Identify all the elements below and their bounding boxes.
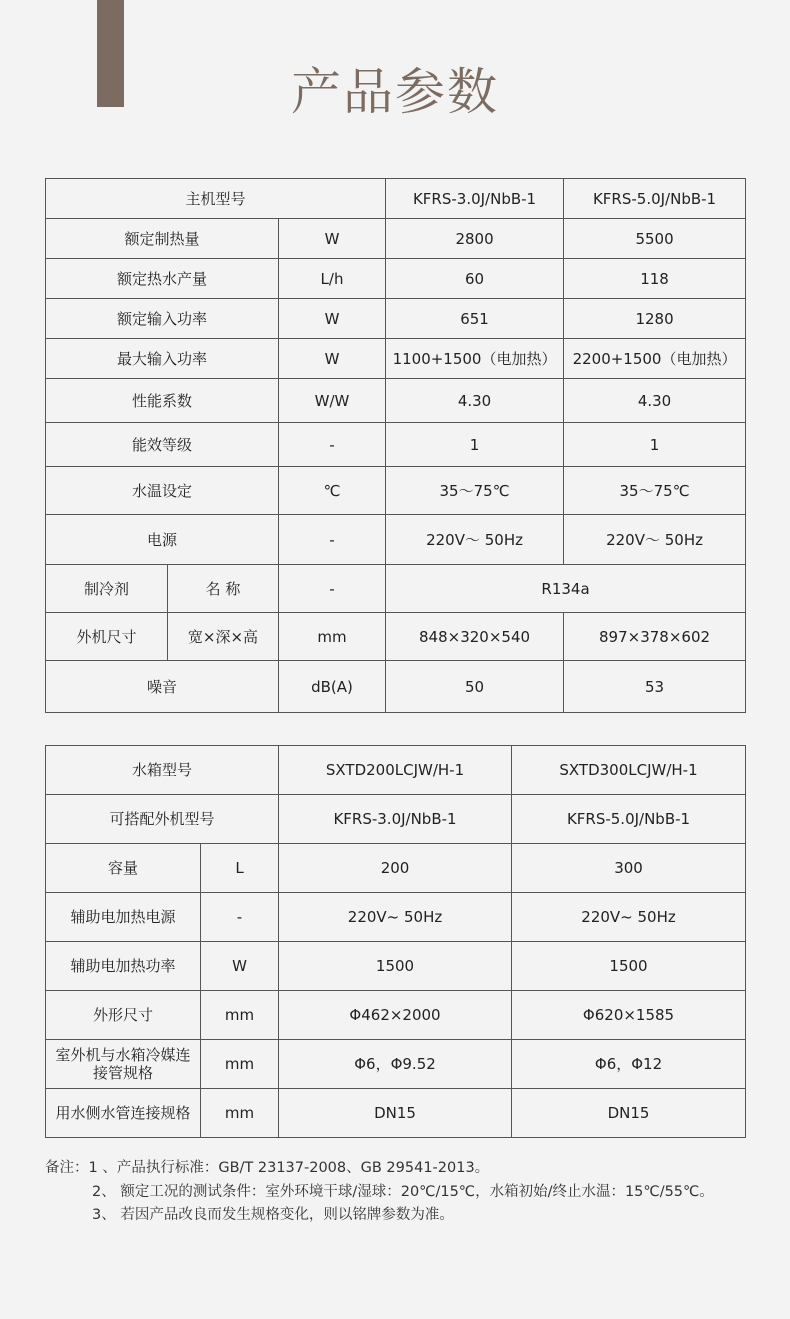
table-row (46, 219, 746, 259)
table-cell: 水温设定 (46, 467, 279, 515)
table-cell: KFRS-3.0J/NbB-1 (386, 179, 564, 219)
table-cell: 可搭配外机型号 (46, 795, 279, 844)
table-cell: 300 (512, 844, 746, 893)
table-row (46, 515, 746, 565)
table-cell: mm (201, 1040, 279, 1089)
table-cell: 噪音 (46, 661, 279, 713)
table-row (46, 991, 746, 1040)
table-cell: DN15 (512, 1089, 746, 1138)
table-row (46, 1089, 746, 1138)
table-cell: 辅助电加热功率 (46, 942, 201, 991)
tank-spec-table (45, 745, 746, 1138)
table-cell: 1280 (564, 299, 746, 339)
note-2: 2、 额定工况的测试条件：室外环境干球/湿球：20℃/15℃，水箱初始/终止水温：15℃/55℃。 (92, 1183, 714, 1200)
table-cell: 制冷剂 (46, 565, 168, 613)
table-cell: 额定制热量 (46, 219, 279, 259)
table-cell: 35～75℃ (564, 467, 746, 515)
table-cell: 宽×深×高 (168, 613, 279, 661)
table-cell: KFRS-3.0J/NbB-1 (279, 795, 512, 844)
table-cell: R134a (386, 565, 746, 613)
table-cell: 辅助电加热电源 (46, 893, 201, 942)
table-cell: 848×320×540 (386, 613, 564, 661)
table-cell: 性能系数 (46, 379, 279, 423)
table-cell: 名 称 (168, 565, 279, 613)
table-cell: W (201, 942, 279, 991)
table-cell: 用水侧水管连接规格 (46, 1089, 201, 1138)
note-1: 备注：1 、产品执行标准：GB/T 23137-2008、GB 29541-2013。 (45, 1160, 490, 1176)
table-cell: 水箱型号 (46, 746, 279, 795)
table-row (46, 379, 746, 423)
table-row (46, 565, 746, 613)
table-cell: 2200+1500（电加热） (564, 339, 746, 379)
table-cell: W (279, 219, 386, 259)
table-row (46, 613, 746, 661)
table-cell: 1 (564, 423, 746, 467)
table-cell: - (279, 565, 386, 613)
table-cell: KFRS-5.0J/NbB-1 (512, 795, 746, 844)
table-cell: 220V～ 50Hz (564, 515, 746, 565)
table-cell: 220V～ 50Hz (386, 515, 564, 565)
table-cell: 外机尺寸 (46, 613, 168, 661)
table-row (46, 844, 746, 893)
table-row (46, 661, 746, 713)
note-3: 3、 若因产品改良而发生规格变化，则以铭牌参数为准。 (92, 1207, 454, 1223)
table-row (46, 179, 746, 219)
table-cell: 50 (386, 661, 564, 713)
table-cell: 897×378×602 (564, 613, 746, 661)
table-cell: 1 (386, 423, 564, 467)
table-cell: - (279, 423, 386, 467)
table-cell: 额定输入功率 (46, 299, 279, 339)
table-cell: 电源 (46, 515, 279, 565)
table-cell: SXTD300LCJW/H-1 (512, 746, 746, 795)
table-cell: 200 (279, 844, 512, 893)
table-cell: ℃ (279, 467, 386, 515)
table-cell: 容量 (46, 844, 201, 893)
notes (45, 1157, 714, 1228)
table-cell: 外形尺寸 (46, 991, 201, 1040)
table-row (46, 339, 746, 379)
table-cell: 53 (564, 661, 746, 713)
table-cell: SXTD200LCJW/H-1 (279, 746, 512, 795)
table-cell: W/W (279, 379, 386, 423)
table-cell: 1500 (512, 942, 746, 991)
table-cell: 2800 (386, 219, 564, 259)
table-row (46, 942, 746, 991)
table-cell: KFRS-5.0J/NbB-1 (564, 179, 746, 219)
table-row (46, 259, 746, 299)
table-row (46, 746, 746, 795)
table-cell: 651 (386, 299, 564, 339)
table-cell: 额定热水产量 (46, 259, 279, 299)
table-cell: 35～75℃ (386, 467, 564, 515)
table-cell: mm (279, 613, 386, 661)
table-cell: 220V~ 50Hz (279, 893, 512, 942)
table-cell: mm (201, 991, 279, 1040)
table-cell: Φ6，Φ9.52 (279, 1040, 512, 1089)
table-cell: 118 (564, 259, 746, 299)
table-row (46, 423, 746, 467)
table-cell: 60 (386, 259, 564, 299)
table-cell: L (201, 844, 279, 893)
table-cell: 最大输入功率 (46, 339, 279, 379)
table-cell: mm (201, 1089, 279, 1138)
page-title: 产品参数 (291, 63, 499, 121)
table-cell: W (279, 299, 386, 339)
table-cell: DN15 (279, 1089, 512, 1138)
table-cell: 4.30 (564, 379, 746, 423)
table-cell: 4.30 (386, 379, 564, 423)
table-cell: L/h (279, 259, 386, 299)
table-cell: W (279, 339, 386, 379)
host-spec-table (45, 178, 746, 713)
table-row (46, 893, 746, 942)
table-cell: 能效等级 (46, 423, 279, 467)
table-cell: 1500 (279, 942, 512, 991)
table-row (46, 299, 746, 339)
table-cell: Φ462×2000 (279, 991, 512, 1040)
table-cell: dB(A) (279, 661, 386, 713)
table-cell: 220V~ 50Hz (512, 893, 746, 942)
table-cell: 室外机与水箱冷媒连接管规格 (46, 1040, 201, 1089)
table-cell: - (279, 515, 386, 565)
table-row (46, 795, 746, 844)
table-row (46, 1040, 746, 1089)
table-cell: Φ6，Φ12 (512, 1040, 746, 1089)
table-cell: - (201, 893, 279, 942)
table-cell: Φ620×1585 (512, 991, 746, 1040)
table-cell: 主机型号 (46, 179, 386, 219)
table-cell: 5500 (564, 219, 746, 259)
table-cell: 1100+1500（电加热） (386, 339, 564, 379)
table-row (46, 467, 746, 515)
